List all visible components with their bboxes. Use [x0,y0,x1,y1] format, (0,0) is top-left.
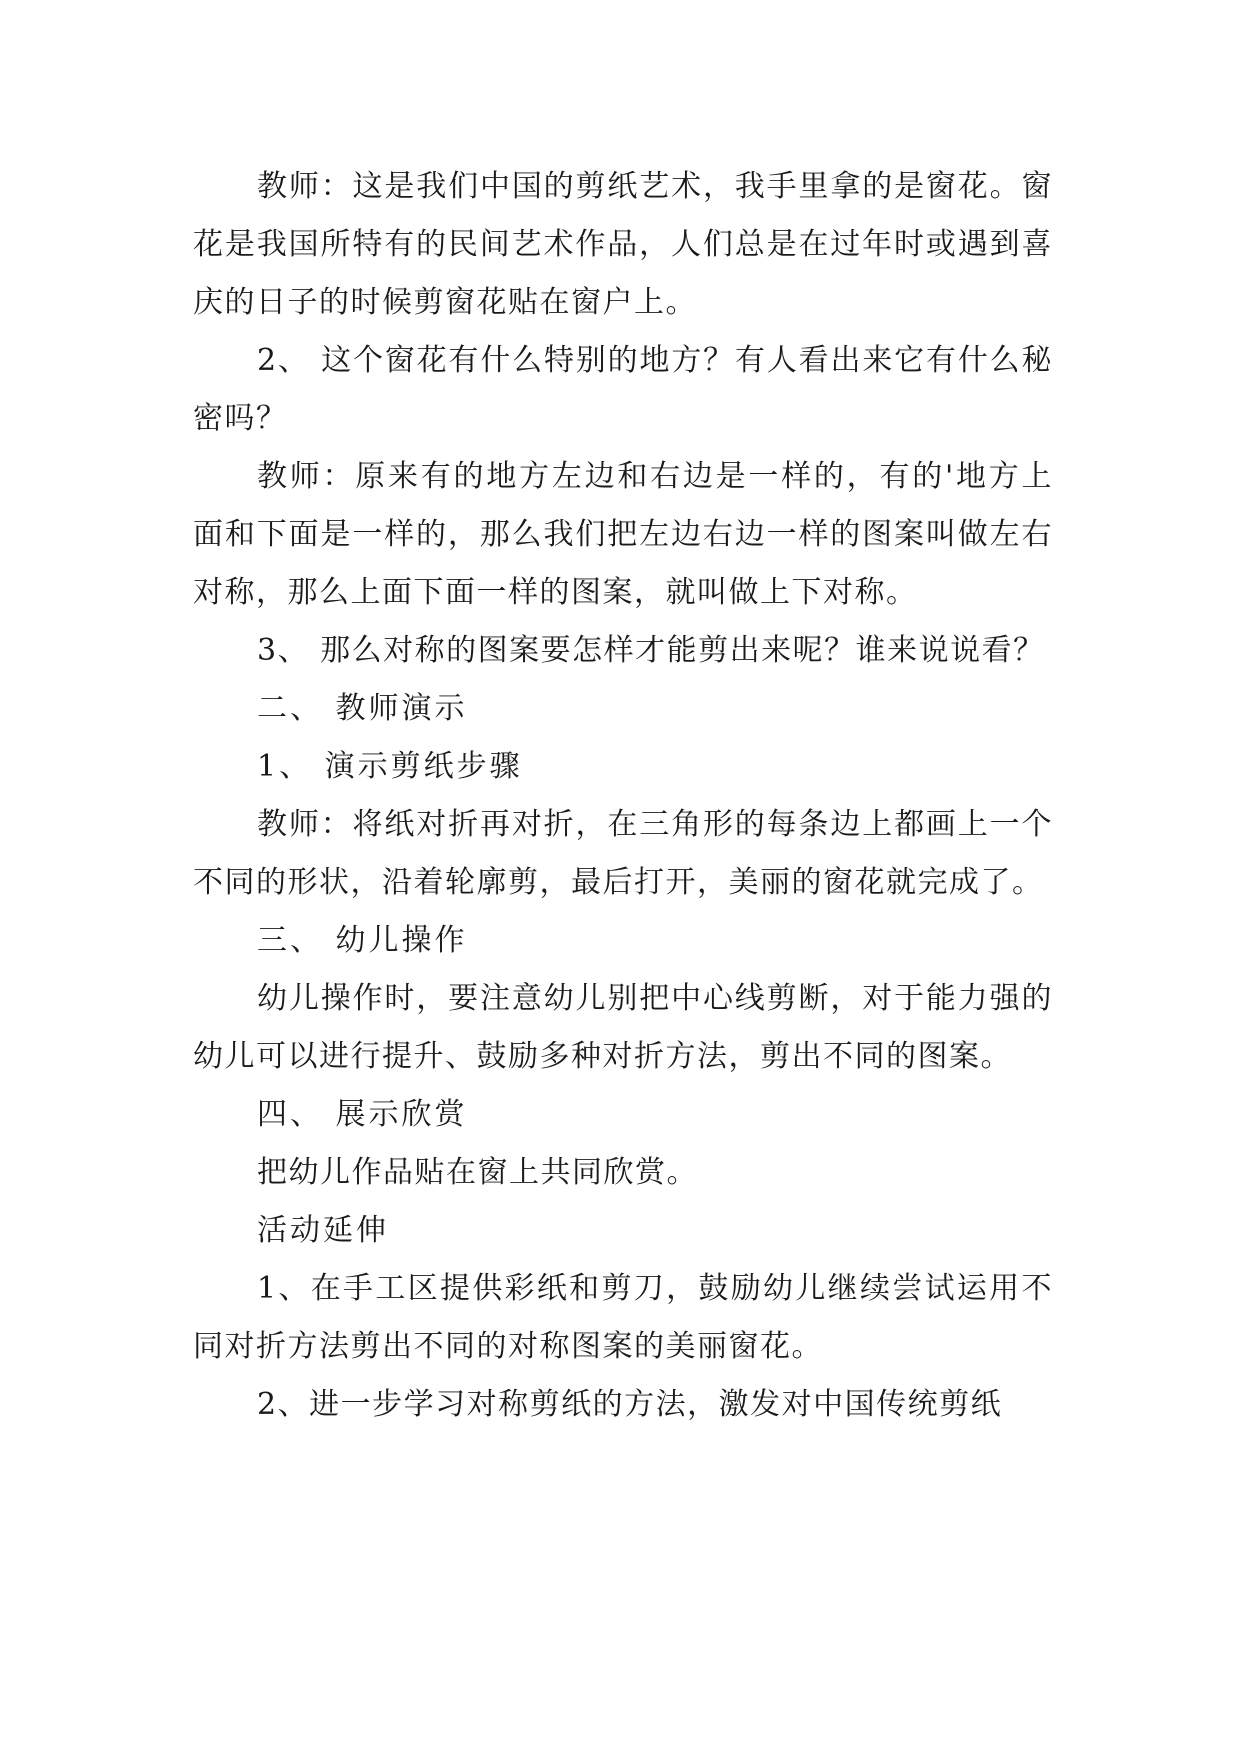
document-page [193,158,1053,1434]
paragraph-teacher-symmetry: 教师：原来有的地方左边和右边是一样的，有的'地方上面和下面是一样的，那么我们把左边右边一样的图案叫做左右对称，那么上面下面一样的图案，就叫做上下对称。 [193,459,1053,610]
section-heading-extension: 活动延伸 [257,1213,389,1248]
paragraph-extension-2: 2、进一步学习对称剪纸的方法，激发对中国传统剪纸 [257,1387,1003,1422]
paragraph-extension-1: 1、在手工区提供彩纸和剪刀，鼓励幼儿继续尝试运用不同对折方法剪出不同的对称图案的美丽窗花。 [193,1271,1053,1364]
section-heading-display: 四、 展示欣赏 [257,1097,468,1132]
section-heading-demo: 二、 教师演示 [257,691,468,726]
subheading-demo-steps: 1、 演示剪纸步骤 [257,749,523,784]
paragraph-teacher-steps: 教师：将纸对折再对折，在三角形的每条边上都画上一个不同的形状，沿着轮廓剪，最后打开，美丽的窗花就完成了。 [193,807,1053,900]
paragraph-display: 把幼儿作品贴在窗上共同欣赏。 [257,1155,698,1190]
paragraph-practice: 幼儿操作时，要注意幼儿别把中心线剪断，对于能力强的幼儿可以进行提升、鼓励多种对折方法，剪出不同的图案。 [193,981,1053,1074]
paragraph-question-2: 2、 这个窗花有什么特别的地方？有人看出来它有什么秘密吗？ [193,343,1053,436]
paragraph-teacher-intro: 教师：这是我们中国的剪纸艺术，我手里拿的是窗花。窗花是我国所特有的民间艺术作品，人们总是在过年时或遇到喜庆的日子的时候剪窗花贴在窗户上。 [193,169,1053,320]
paragraph-question-3: 3、 那么对称的图案要怎样才能剪出来呢？谁来说说看？ [257,633,1045,668]
section-heading-practice: 三、 幼儿操作 [257,923,468,958]
